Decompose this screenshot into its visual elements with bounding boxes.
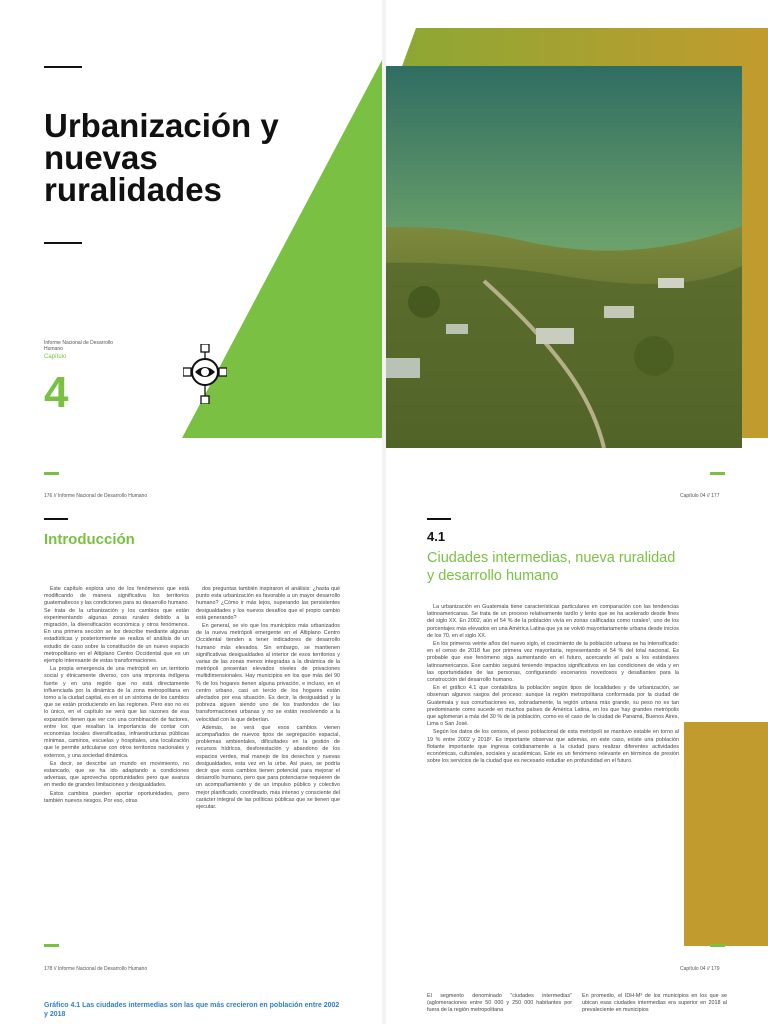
green-dash [710,944,725,947]
intro-paragraph: La propia emergencia de una metrópoli en un territorio social y étnicamente diverso, con una impronta indígena fuerte y en una región que no está directamente influenciada por la dinámica de la zona metropolitana en torno a la ciudad capital, es en sí un síntoma de los cambios que se están produciendo en las regiones. Pero eso no es lo único, en el capítulo se verá que las razones de esa expansión tienen que ver con una combinación de factores, entre los que resaltan la importancia de contar con economías locales diversificadas, infraestructuras públicas mínimas, caminos, escuelas y hospitales, una localización que le permite articularse con otros territorios nacionales y externos, y una sociedad dinámica. [44,666,189,759]
chapter-number: 4 [44,368,69,417]
section-title: Ciudades intermedias, nueva ruralidad y desarrollo humano [427,550,676,584]
right-running-header: Capítulo 04 // 177 [680,493,720,499]
hands-network-icon [183,344,227,404]
chapter-title: Urbanización y nuevas ruralidades [44,107,279,208]
section-paragraph: En el gráfico 4.1 que contabiliza la población según tipos de localidades y de urbanización, se observan algunos rasgos del proceso: aunque la región metropolitana conformada por la ciudad de Guatemala y sus conurbaciones es, sobradamente, la región urbana más grande, su peso no es tan predominante como sucede en muchos países de América Latina, en los que hay grandes metrópolis que aglomeran a más del 30 % de la población, como es el caso de la ciudad de Panamá, Buenos Aires, Lima o San José. [427,685,679,728]
section-rule [427,518,451,520]
report-name: Informe Nacional de Desarrollo Humano [44,340,113,352]
intro-paragraph: dos preguntas también inspiraron el análisis: ¿hasta qué punto esta urbanización es favorable a un mayor desarrollo humano? ¿Cómo ir más lejos, superando las persistentes desigualdades y los nuevos desafíos que el propio cambio está generando? [196,586,340,621]
green-dash [710,472,725,475]
left-running-header: 176 // Informe Nacional de Desarrollo Humano [44,493,148,499]
section-body [427,604,679,766]
intro-paragraph: Este capítulo explora uno de los fenómenos que está modificando de manera significativa los territorios guatemaltecos y las condiciones para su desarrollo humano. Se trata de la urbanización y los cambios que están experimentando algunas zonas rurales debido a la migración, la diversificación económica y otros fenómenos. En una primera sección se los describe mediante algunas estadísticas y posteriormente se realiza el análisis de un estudio de caso sobre la constitución de un nuevo espacio metropolitano en el Altiplano Centro Occidental que es un ejemplo interesante de estas transformaciones. [44,586,189,665]
bottom-column-b: En promedio, el IDH-M³ de los municipios en los que se ubican esas ciudades intermedias era superior en 2018 al prevaleciente en municipios [582,993,727,1014]
intro-paragraph: En general, se vio que los municipios más urbanizados de la nueva metrópoli emergente en el Altiplano Centro Occidental tienden a tener indicadores de desarrollo humano más elevados. Sin embargo, se mantienen significativas desigualdades al interior de esos territorios y varias de las zonas menos integradas a la dinámica de la metrópoli presentan elevados niveles de privaciones multidimensionales. Hay municipios en los que más del 90 % de los hogares tienen alguna privación, e incluso, en el centro urbano, casi un tercio de los hogares están afectados por esa situación. Es decir, la desigualdad y la pobreza siguen siendo uno de los trasfondos de las transformaciones urbanas y no se están resolviendo a la velocidad con la que deberían. [196,623,340,723]
intro-rule [44,518,68,520]
intro-paragraph: Es decir, se describe un mundo en movimiento, no estancado, que se ha ido adaptando a condiciones adversas, que aprovecha oportunidades pero que avanza en medio de grandes limitaciones y desigualdades. [44,760,189,789]
bottom-column-a: El segmento denominado "ciudades intermedias" (aglomeraciones entre 50 000 y 250 000 habitantes por fuera de la región metropolitana [427,993,572,1014]
green-dash [44,944,59,947]
intro-column-2 [196,586,340,812]
intro-paragraph: Además, se verá que esos cambios vienen acompañados de nuevos tipos de segregación espacial, problemas ambientales, dificultades en la gestión de recursos hídricos, desforestación y abandono de los espacios verdes, mal manejo de los desechos y nuevas desigualdades, esta vez en la urbe. Así pues, se podría decir que esos cambios tienen potencial para mejorar el desarrollo humano, pero que para potenciarse requieren de un acompañamiento y de un impulso público y colectivo mejor planificado, coordinado, más intenso y consciente del carácter integral de las políticas públicas que se tienen que ejecutar. [196,724,340,811]
section-paragraph: La urbanización en Guatemala tiene características particulares en comparación con las tendencias latinoamericanas. Se trata de un proceso relativamente tardío y lento que se ha acelerado desde fines del siglo XX. En 2002, aún el 54 % de la población vivía en zonas calificadas como rurales¹, uno de los porcentajes más elevados en una América Latina que ya se volvió mayoritariamente urbana desde inicios de los 70, en el siglo XX. [427,604,680,639]
left-running-header-bottom: 178 // Informe Nacional de Desarrollo Humano [44,966,148,972]
figure-title: Gráfico 4.1 Las ciudades intermedias son las que más crecieron en población entre 2002 y 2018 [44,1002,340,1018]
chapter-label: Capítulo [44,354,67,360]
green-dash [44,472,59,475]
left-page [0,0,382,1024]
section-number: 4.1 [427,529,446,544]
intro-heading: Introducción [44,531,135,548]
section-paragraph: Según los datos de los censos, el peso poblacional de esta metrópoli se mantuvo estable en torno al 19 % entre 2002 y 2018². Es importante observar que además, en este caso, existe una población flotante importante que ingresa cotidianamente a la ciudad para realizar diferentes actividades económicas, culturales, sociales y académicas. Este es un fenómeno relevante en términos de presión sobre los servicios de la ciudad que es necesario estudiar en profundidad en el futuro. [427,729,679,765]
intro-column-1 [44,586,189,806]
right-page [386,0,768,1024]
ochre-bar [684,722,768,946]
section-paragraph: En los primeros veinte años del nuevo siglo, el crecimiento de la población urbana se ha intensificado: en el censo de 2018 fue por primera vez mayoritaria, representando el 54 % del total nacional. Es probable que ese fenómeno siga aumentando en el futuro, acercando el país a los estándares latinoamericanos. Ese cambio seguirá teniendo impactos significativos en las condiciones de vida y en las oportunidades de las personas, configurando escenarios novedosos y desafiantes para la construcción del desarrollo humano. [427,641,679,684]
intro-paragraph: Estos cambios pueden aportar oportunidades, pero también nuevos riesgos. Por eso, otras [44,790,189,804]
right-running-header-bottom: Capítulo 04 // 179 [680,966,720,972]
landscape-photo [386,66,742,448]
